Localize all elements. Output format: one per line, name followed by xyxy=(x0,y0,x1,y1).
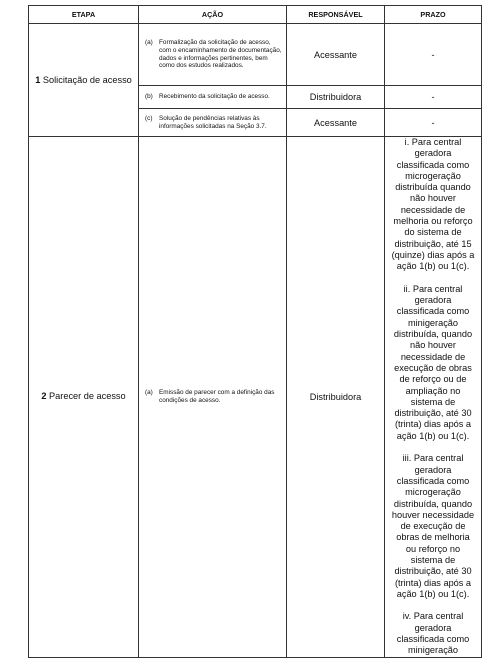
prazo-1b: - xyxy=(385,86,482,109)
stage-1-number: 1 xyxy=(35,74,41,85)
action-1a xyxy=(139,24,287,86)
action-1b xyxy=(139,86,287,109)
access-procedure-table xyxy=(28,5,482,658)
action-label: (a) xyxy=(145,389,153,397)
stage-2-cell xyxy=(29,137,139,658)
stage-1-name: Solicitação de acesso xyxy=(42,74,132,85)
header-etapa: ETAPA xyxy=(29,6,139,24)
prazo-1c: - xyxy=(385,109,482,137)
prazo-2a xyxy=(385,137,482,658)
action-2a xyxy=(139,137,287,658)
table-row xyxy=(29,24,482,86)
responsavel-2a: Distribuidora xyxy=(287,137,385,658)
stage-1-cell xyxy=(29,24,139,137)
prazo-item-iii: iii. Para central geradora classificada como microgeração distribuída, quando houver necessidade de execução de obras de melhoria ou reforço no sistema de distribuição, até 30 (trinta) dias após a ação 1(b) ou 1(c). xyxy=(391,453,475,599)
action-1c xyxy=(139,109,287,137)
action-label: (a) xyxy=(145,39,153,47)
prazo-1a: - xyxy=(385,24,482,86)
prazo-item-i: i. Para central geradora classificada como microgeração distribuída quando não houver necessidade de melhoria ou reforço do sistema de distribuição, até 15 (quinze) dias após a ação 1(b) ou 1(c). xyxy=(391,137,475,272)
action-text: Solução de pendências relativas às informações solicitadas na Seção 3.7. xyxy=(159,114,267,130)
header-acao: AÇÃO xyxy=(139,6,287,24)
stage-2-name: Parecer de acesso xyxy=(49,391,126,402)
header-prazo: PRAZO xyxy=(385,6,482,24)
table-row xyxy=(29,137,482,658)
header-responsavel: RESPONSÁVEL xyxy=(287,6,385,24)
responsavel-1c: Acessante xyxy=(287,109,385,137)
action-text: Formalização da solicitação de acesso, com o encaminhamento de documentação, dados e informações pertinentes, bem como dos estudos realizados. xyxy=(159,39,282,70)
action-text: Recebimento da solicitação de acesso. xyxy=(159,93,270,101)
responsavel-1a: Acessante xyxy=(287,24,385,86)
action-label: (c) xyxy=(145,114,153,122)
stage-2-number: 2 xyxy=(41,391,47,402)
prazo-item-ii: ii. Para central geradora classificada como minigeração distribuída, quando não houver necessidade de execução de obras de reforço ou de ampliação no sistema de distribuição, até 30 (trinta) dias após a ação 1(b) ou 1(c). xyxy=(393,283,473,441)
action-text: Emissão de parecer com a definição das condições de acesso. xyxy=(159,389,275,404)
responsavel-1b: Distribuidora xyxy=(287,86,385,109)
header-row xyxy=(29,6,482,24)
action-label: (b) xyxy=(145,93,153,101)
prazo-item-iv: iv. Para central geradora classificada como minigeração xyxy=(396,611,470,656)
